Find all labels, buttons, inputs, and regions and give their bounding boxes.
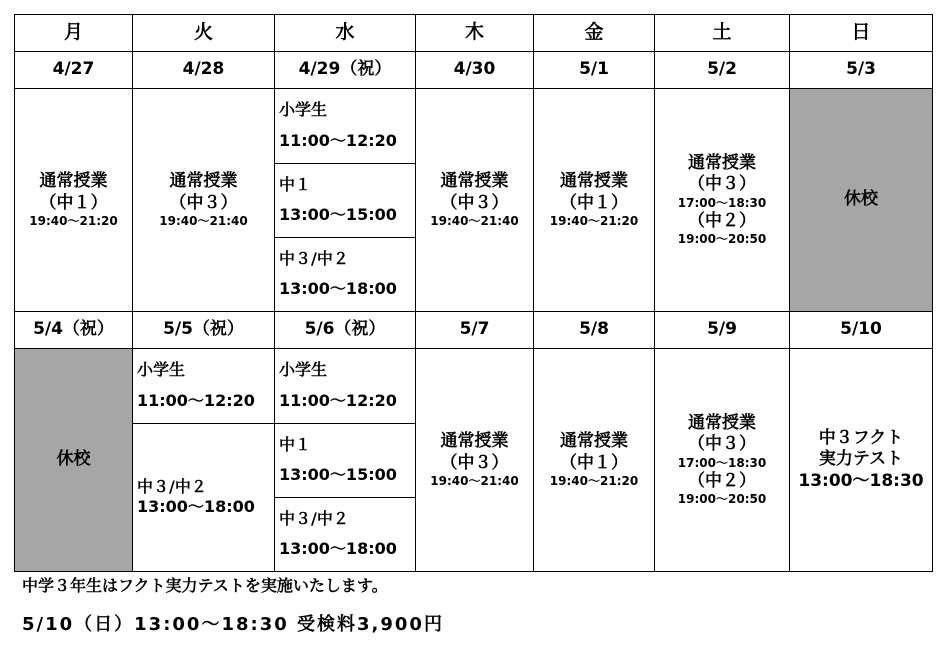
class-cell-tue: [133, 349, 275, 572]
session-time: 13:00〜18:00: [279, 539, 397, 559]
session-block: [275, 237, 415, 311]
schedule-table: [14, 14, 933, 572]
session-group: 中３/中２: [279, 508, 349, 528]
class-cell-fri: [534, 349, 655, 572]
note-line-1: 中学３年生はフクト実力テストを実施いたします。: [22, 576, 388, 595]
session-block: [275, 497, 415, 571]
class-cell-tue: [133, 89, 275, 312]
grade-label: （中３）: [688, 174, 756, 195]
grade-label: （中２）: [688, 210, 756, 231]
session-time: 11:00〜12:20: [279, 390, 397, 410]
session-group: 小学生: [279, 100, 328, 120]
week2-class-row: [15, 349, 933, 572]
closed-cell: 休校: [15, 349, 133, 572]
session-time: 13:00〜18:00: [137, 497, 255, 517]
class-cell-wed: [275, 89, 416, 312]
session-block: [275, 89, 415, 163]
session-time: 11:00〜12:20: [137, 390, 255, 410]
date-cell: 5/3: [790, 52, 933, 89]
class-label: 通常授業: [560, 431, 628, 452]
session-group: 中３/中２: [137, 477, 207, 497]
time-range: 19:40〜21:20: [29, 213, 118, 228]
week1-class-row: [15, 89, 933, 312]
time-range: 17:00〜18:30: [677, 455, 767, 470]
weekday-sun: 日: [790, 15, 933, 52]
class-cell-sun: [790, 349, 933, 572]
date-cell: 5/8: [534, 312, 655, 349]
weekday-fri: 金: [534, 15, 655, 52]
session-group: 中１: [279, 174, 312, 194]
date-cell: 4/27: [15, 52, 133, 89]
weekday-mon: 月: [15, 15, 133, 52]
date-cell: 5/1: [534, 52, 655, 89]
session-block: [275, 349, 415, 423]
wed-sessions: [275, 89, 415, 311]
week1-date-row: [15, 52, 933, 89]
class-cell-mon: [15, 89, 133, 312]
week2-date-row: [15, 312, 933, 349]
date-cell: 5/6（祝）: [275, 312, 416, 349]
time-range: 19:00〜20:50: [677, 231, 767, 246]
session-block: [275, 423, 415, 497]
class-cell-sat: [655, 89, 790, 312]
time-range: 19:40〜21:40: [430, 213, 519, 228]
class-label: 通常授業: [440, 431, 509, 452]
class-label: 通常授業: [560, 171, 628, 192]
class-cell-thu: [416, 89, 534, 312]
class-label: 通常授業: [688, 413, 756, 434]
time-range: 19:40〜21:20: [549, 473, 639, 488]
class-label: 通常授業: [440, 171, 509, 192]
weekday-wed: 水: [275, 15, 416, 52]
class-cell-wed: [275, 349, 416, 572]
date-cell: 5/9: [655, 312, 790, 349]
time-range: 19:40〜21:20: [549, 213, 639, 228]
weekday-header-row: [15, 15, 933, 52]
time-range: 13:00〜18:30: [798, 470, 924, 491]
time-range: 17:00〜18:30: [677, 195, 767, 210]
date-cell: 4/29（祝）: [275, 52, 416, 89]
test-label: 実力テスト: [818, 449, 904, 470]
class-label: 通常授業: [688, 153, 756, 174]
date-cell: 5/4（祝）: [15, 312, 133, 349]
date-cell: 5/2: [655, 52, 790, 89]
wed-sessions: [275, 349, 415, 571]
time-range: 19:00〜20:50: [677, 491, 767, 506]
weekday-thu: 木: [416, 15, 534, 52]
session-group: 中１: [279, 434, 312, 454]
weekday-tue: 火: [133, 15, 275, 52]
note-line-2: 5/10（日）13:00〜18:30 受検料3,900円: [22, 614, 444, 635]
session-time: 13:00〜15:00: [279, 205, 397, 224]
tue-sessions: [133, 349, 274, 571]
class-cell-fri: [534, 89, 655, 312]
date-cell: 4/30: [416, 52, 534, 89]
date-cell: 5/10: [790, 312, 933, 349]
session-group: 小学生: [137, 360, 186, 380]
grade-label: （中１）: [39, 192, 108, 213]
session-block: [275, 163, 415, 237]
grade-label: （中３）: [440, 452, 509, 473]
session-time: 13:00〜18:00: [279, 279, 397, 299]
class-cell-thu: [416, 349, 534, 572]
date-cell: 5/7: [416, 312, 534, 349]
grade-label: （中３）: [688, 434, 756, 455]
weekday-sat: 土: [655, 15, 790, 52]
grade-label: （中２）: [688, 470, 756, 491]
grade-label: （中３）: [440, 192, 509, 213]
grade-label: （中１）: [560, 192, 628, 213]
test-label: 中３フクト: [818, 428, 904, 449]
session-block: [133, 423, 274, 571]
session-block: [133, 349, 274, 423]
session-group: 小学生: [279, 360, 328, 380]
session-group: 中３/中２: [279, 248, 349, 268]
date-cell: 5/5（祝）: [133, 312, 275, 349]
session-time: 13:00〜15:00: [279, 465, 397, 484]
session-time: 11:00〜12:20: [279, 130, 397, 150]
date-cell: 4/28: [133, 52, 275, 89]
class-label: 通常授業: [169, 171, 238, 192]
grade-label: （中３）: [169, 192, 238, 213]
time-range: 19:40〜21:40: [159, 213, 248, 228]
class-label: 通常授業: [39, 171, 108, 192]
grade-label: （中１）: [560, 452, 628, 473]
time-range: 19:40〜21:40: [430, 473, 519, 488]
closed-cell: 休校: [790, 89, 933, 312]
class-cell-sat: [655, 349, 790, 572]
